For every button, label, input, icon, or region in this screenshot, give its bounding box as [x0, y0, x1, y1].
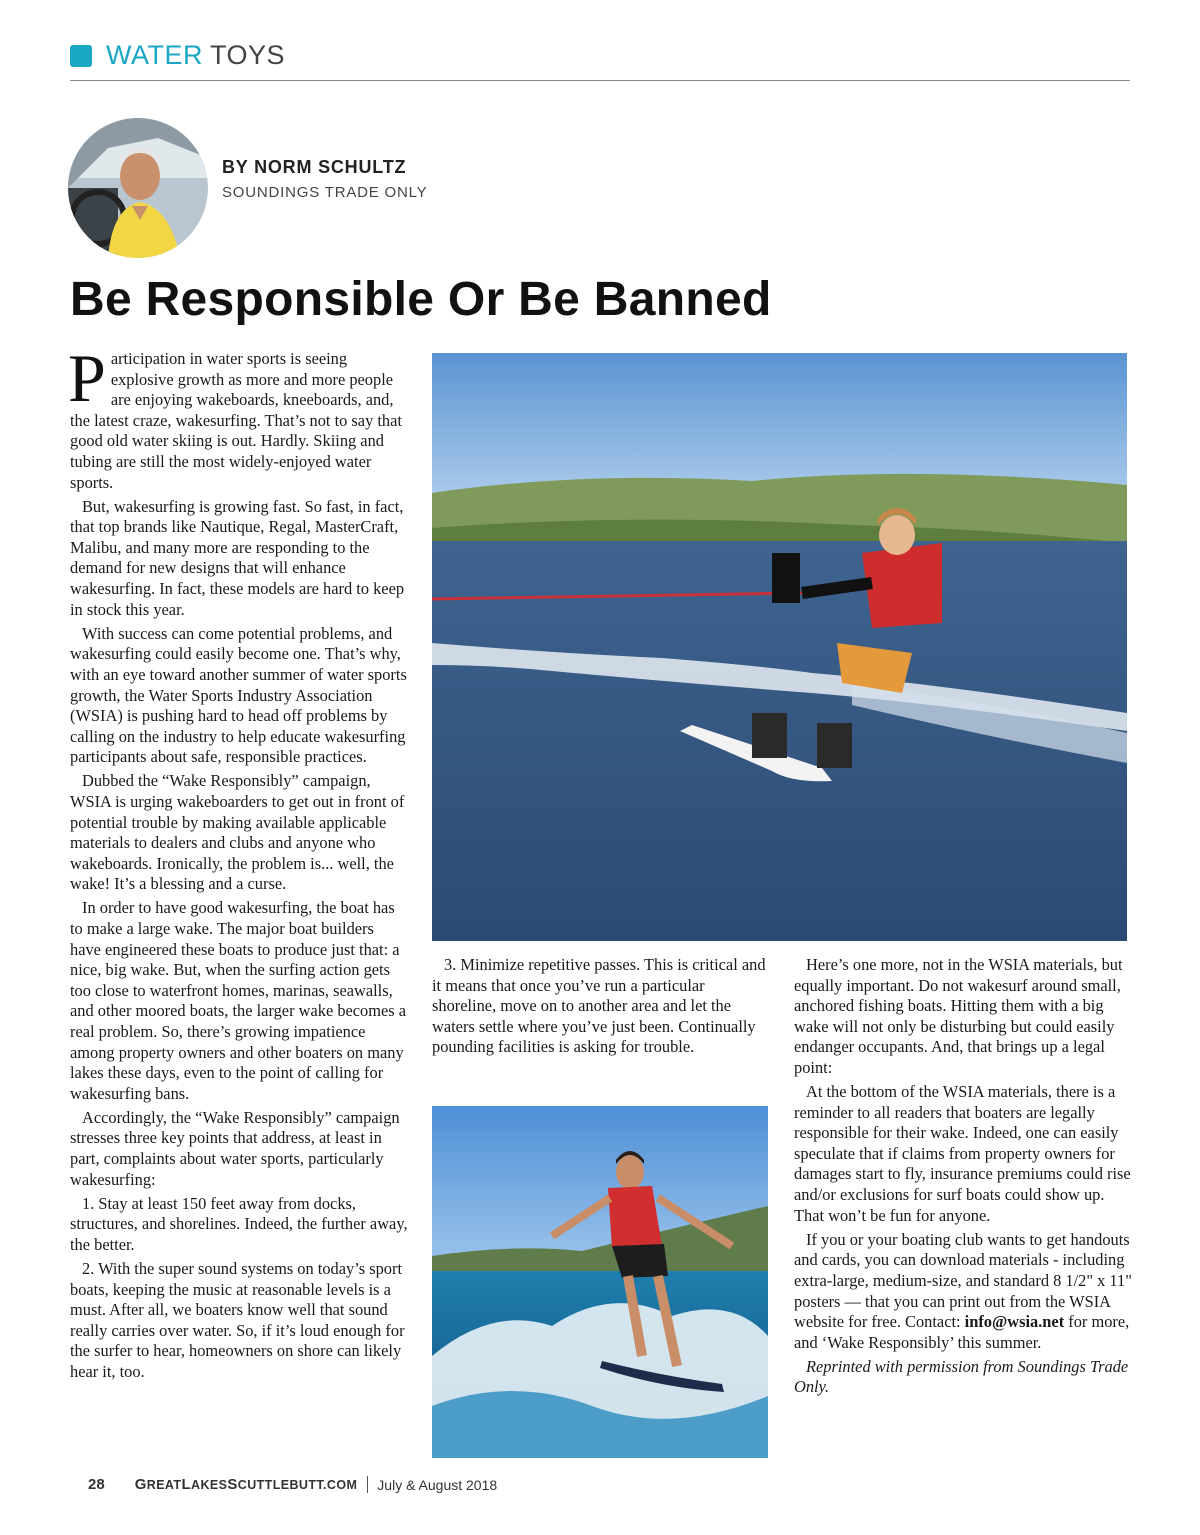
reprint-credit: Reprinted with permission from Soundings Trade Only.	[794, 1356, 1129, 1397]
byline	[222, 157, 427, 201]
paragraph: 1. Stay at least 150 feet away from docks, structures, and shorelines. Indeed, the further away, the better.	[70, 1193, 408, 1254]
site-name: GREATLAKESSCUTTLEBUTT.COM	[134, 1476, 358, 1493]
paragraph: Accordingly, the “Wake Responsibly” campaign stresses three key points that address, at least in part, complaints about water sports, particularly wakesurfing:	[70, 1107, 400, 1189]
paragraph: With success can come potential problems, and wakesurfing could easily become one. That’s why, with an eye toward another summer of water sports growth, the Water Sports Industry Association (WSIA) is pushing hard to head off problems by calling on the industry to help educate wakesurfing participants about safe, responsible practices.	[70, 623, 407, 767]
section-square-icon	[70, 45, 92, 67]
footer-divider	[367, 1476, 368, 1493]
paragraph: Participation in water sports is seeing explosive growth as more and more people are enjoying wakeboards, kneeboards, and, the latest craze, wakesurfing. That’s not to say that good old water skiing is out. Hardly. Skiing and tubing are still the most widely-enjoyed water sports.	[68, 340, 402, 492]
paragraph-contact: If you or your boating club wants to get handouts and cards, you can download materials - including extra-large, medium-size, and standard 8 1/2" x 11" posters — that you can print out from the WSIA website for free. Contact: info@wsia.net for more, and ‘Wake Responsibly’ this summer.	[794, 1229, 1132, 1352]
byline-org: SOUNDINGS TRADE ONLY	[222, 184, 428, 201]
header-rule	[70, 80, 1130, 81]
wakeboarder-photo	[432, 353, 1127, 941]
article-column-3	[794, 955, 1132, 1401]
section-header	[70, 40, 285, 71]
headline: Be Responsible Or Be Banned	[70, 273, 772, 326]
issue-date: July & August 2018	[377, 1476, 498, 1493]
paragraph: Dubbed the “Wake Responsibly” campaign, WSIA is urging wakeboarders to get out in front of potential trouble by making available applicable materials to dealers and clubs and anyone who wakeboards. Ironically, the problem is... well, the wake! It’s a blessing and a curse.	[70, 771, 405, 894]
paragraph: 2. With the super sound systems on today’s sport boats, keeping the music at reasonable levels is a must. After all, we boaters know well that sound really carries over water. So, if it’s loud enough for the surfer to hear, homeowners on shore can likely hear it, too.	[70, 1259, 405, 1381]
paragraph: Here’s one more, not in the WSIA materials, but equally important. Do not wakesurf around small, anchored fishing boats. Hitting them with a big wake will not only be disturbing but could easily endanger occupants. And, that brings up a legal point:	[794, 955, 1123, 1077]
section-label-rest: TOYS	[210, 40, 286, 70]
drop-cap: P	[68, 340, 106, 416]
article-column-2	[432, 955, 768, 1061]
paragraph: But, wakesurfing is growing fast. So fast, in fact, that top brands like Nautique, Regal, MasterCraft, Malibu, and many more are responding to the demand for new designs that will enhance wakesurfing. In fact, these models are hard to keep in stock this year.	[70, 496, 405, 619]
article-column-1	[68, 340, 408, 1386]
section-label	[106, 40, 285, 71]
section-label-accent: WATER	[106, 40, 203, 70]
page-number: 28	[88, 1476, 105, 1493]
paragraph: At the bottom of the WSIA materials, there is a reminder to all readers that boaters are legally responsible for their wake. Indeed, one can easily speculate that if claims from property owners for damages start to fly, insurance premiums could rise and/or exclusions for surf boats could show up. That won’t be fun for anyone.	[794, 1082, 1131, 1225]
byline-name: BY NORM SCHULTZ	[222, 157, 407, 177]
contact-email-link[interactable]: info@wsia.net	[964, 1312, 1065, 1332]
paragraph: 3. Minimize repetitive passes. This is critical and it means that once you’ve run a particular shoreline, move on to another area and let the waters settle where you’ve just been. Continually pounding facilities is asking for trouble.	[432, 955, 766, 1057]
author-photo	[68, 118, 208, 258]
wakesurfer-photo	[432, 1106, 768, 1458]
paragraph: In order to have good wakesurfing, the boat has to make a large wake. The major boat builders have engineered these boats to produce just that: a nice, big wake. But, when the surfing action gets too close to waterfront homes, marinas, seawalls, and other moored boats, the larger wake becomes a real problem. So, there’s growing impatience among property owners and other boaters on many lakes these days, even to the point of calling for wakesurfing bans.	[70, 898, 407, 1103]
page-footer	[88, 1476, 497, 1493]
